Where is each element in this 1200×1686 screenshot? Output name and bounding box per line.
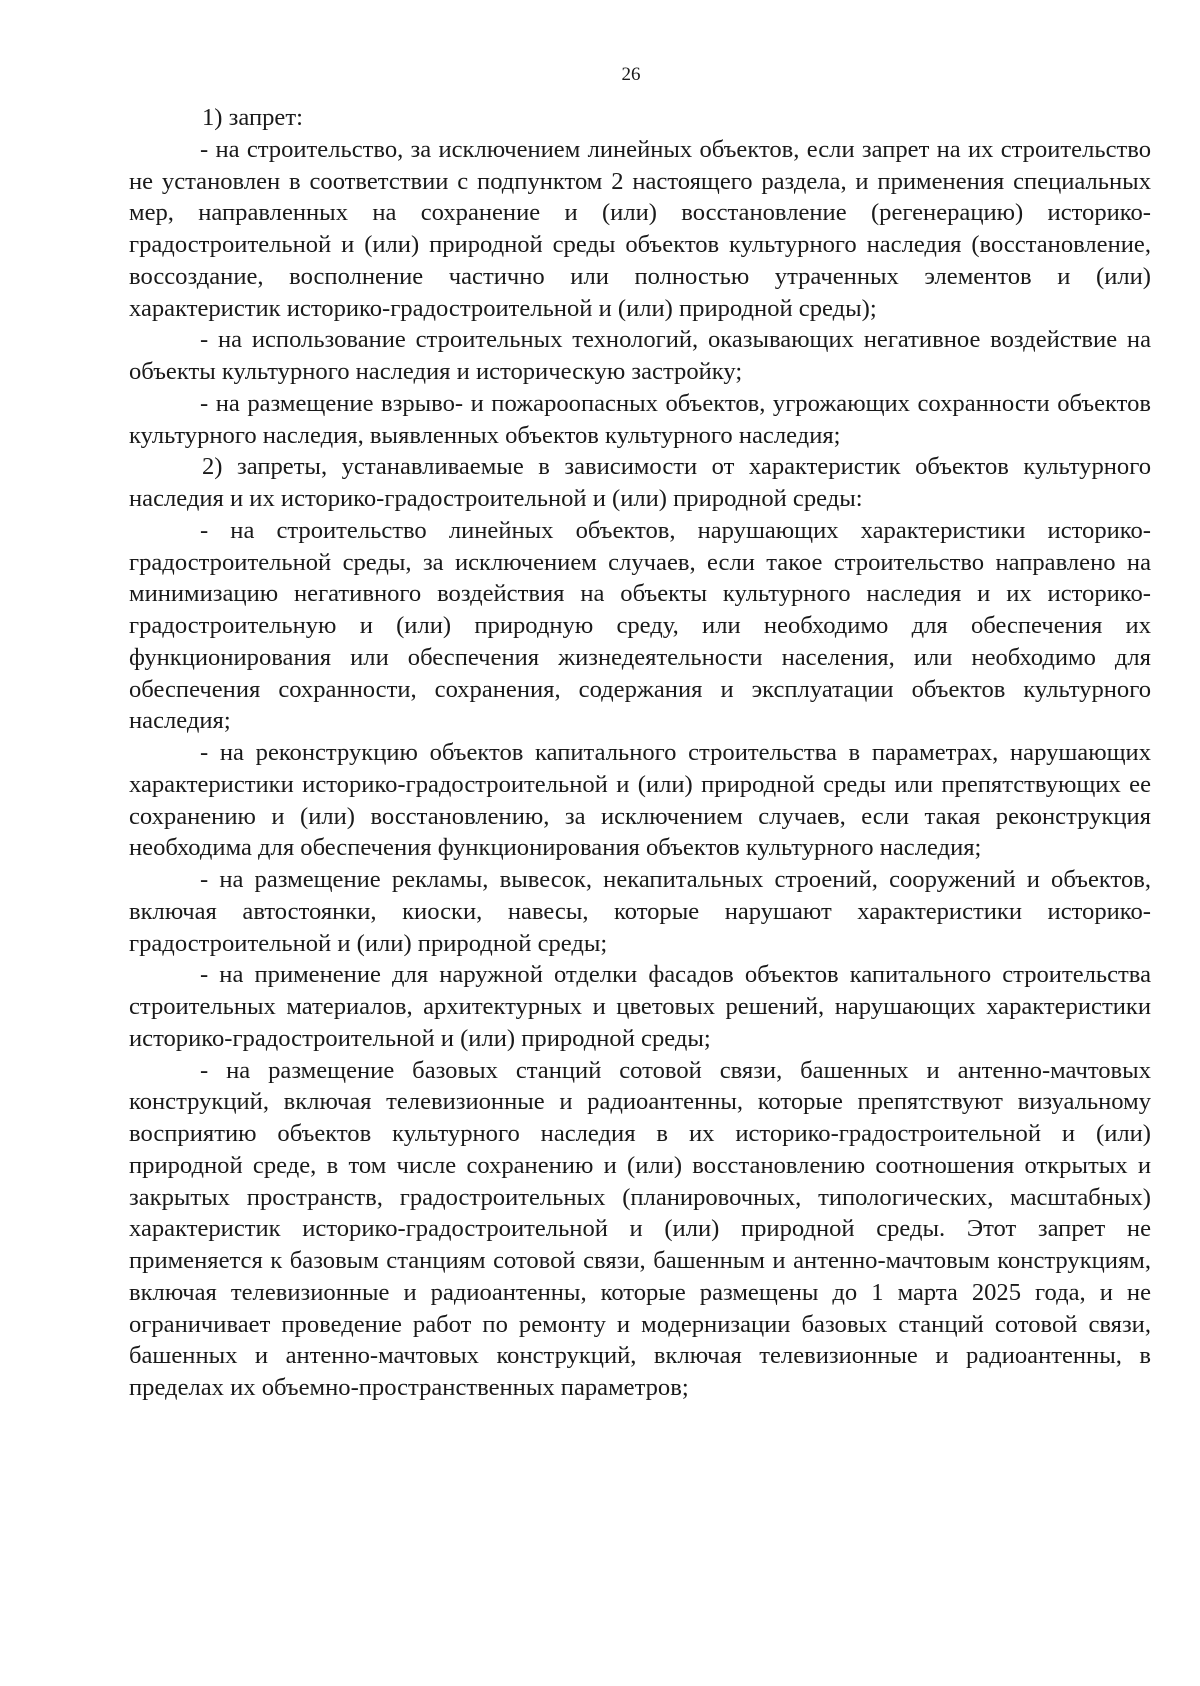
paragraph-construction-ban: - на строительство, за исключением линейных объектов, если запрет на их строительство не установлен в соответствии с подпунктом 2 настоящего раздела, и применения специальных мер, направленных на сохранение и (или) восстановление (регенерацию) историко-градостроительной и (или) природной среды объектов культурного наследия (восстановление, воссоздание, восполнение частично или полностью утраченных элементов и (или) характеристик историко-градостроительной и (или) природной среды); [129, 135, 1151, 322]
paragraph-base-stations-ban: - на размещение базовых станций сотовой связи, башенных и антенно-мачтовых конструкций, включая телевизионные и радиоантенны, которые препятствуют визуальному восприятию объектов культурного наследия в их историко-градостроительной и (или) природной среде, в том числе сохранению и (или) восстановлению соотношения открытых и закрытых пространств, градостроительных (планировочных, типологических, масштабных) характеристик историко-градостроительной и (или) природной среды. Этот запрет не применяется к базовым станциям сотовой связи, башенным и антенно-мачтовым конструкциям, включая телевизионные и радиоантенны, которые размещены до 1 марта 2025 года, и не ограничивает проведение работ по ремонту и модернизации базовых станций сотовой связи, башенных и антенно-мачтовых конструкций, включая телевизионные и радиоантенны, в пределах их объемно-пространственных параметров; [129, 1056, 1151, 1401]
document-body [129, 102, 1151, 1404]
paragraph-facade-materials-ban: - на применение для наружной отделки фасадов объектов капитального строительства строительных материалов, архитектурных и цветовых решений, нарушающих характеристики историко-градостроительной и (или) природной среды; [129, 961, 1151, 1052]
paragraph-item-2-prohibitions: 2) запреты, устанавливаемые в зависимости от характеристик объектов культурного наследия и их историко-градостроительной и (или) природной среды: [129, 453, 1151, 512]
paragraph-item-1-prohibition: 1) запрет: [202, 104, 303, 131]
paragraph-linear-objects-ban: - на строительство линейных объектов, нарушающих характеристики историко-градостроительной среды, за исключением случаев, если такое строительство направлено на минимизацию негативного воздействия на объекты культурного наследия и их историко-градостроительную и (или) природную среду, или необходимо для обеспечения их функционирования или обеспечения жизнедеятельности населения, или необходимо для обеспечения сохранности, сохранения, содержания и эксплуатации объектов культурного наследия; [129, 516, 1151, 735]
paragraph-technology-ban: - на использование строительных технологий, оказывающих негативное воздействие на объекты культурного наследия и историческую застройку; [129, 326, 1151, 385]
paragraph-reconstruction-ban: - на реконструкцию объектов капитального строительства в параметрах, нарушающих характеристики историко-градостроительной и (или) природной среды или препятствующих ее сохранению и (или) восстановлению, за исключением случаев, если такая реконструкция необходима для обеспечения функционирования объектов культурного наследия; [129, 739, 1151, 862]
paragraph-hazardous-objects-ban: - на размещение взрыво- и пожароопасных объектов, угрожающих сохранности объектов культурного наследия, выявленных объектов культурного наследия; [129, 389, 1151, 449]
paragraph-advertising-ban: - на размещение рекламы, вывесок, некапитальных строений, сооружений и объектов, включая автостоянки, киоски, навесы, которые нарушают характеристики историко-градостроительной и (или) природной среды; [129, 866, 1151, 957]
page-number: 26 [621, 64, 641, 85]
